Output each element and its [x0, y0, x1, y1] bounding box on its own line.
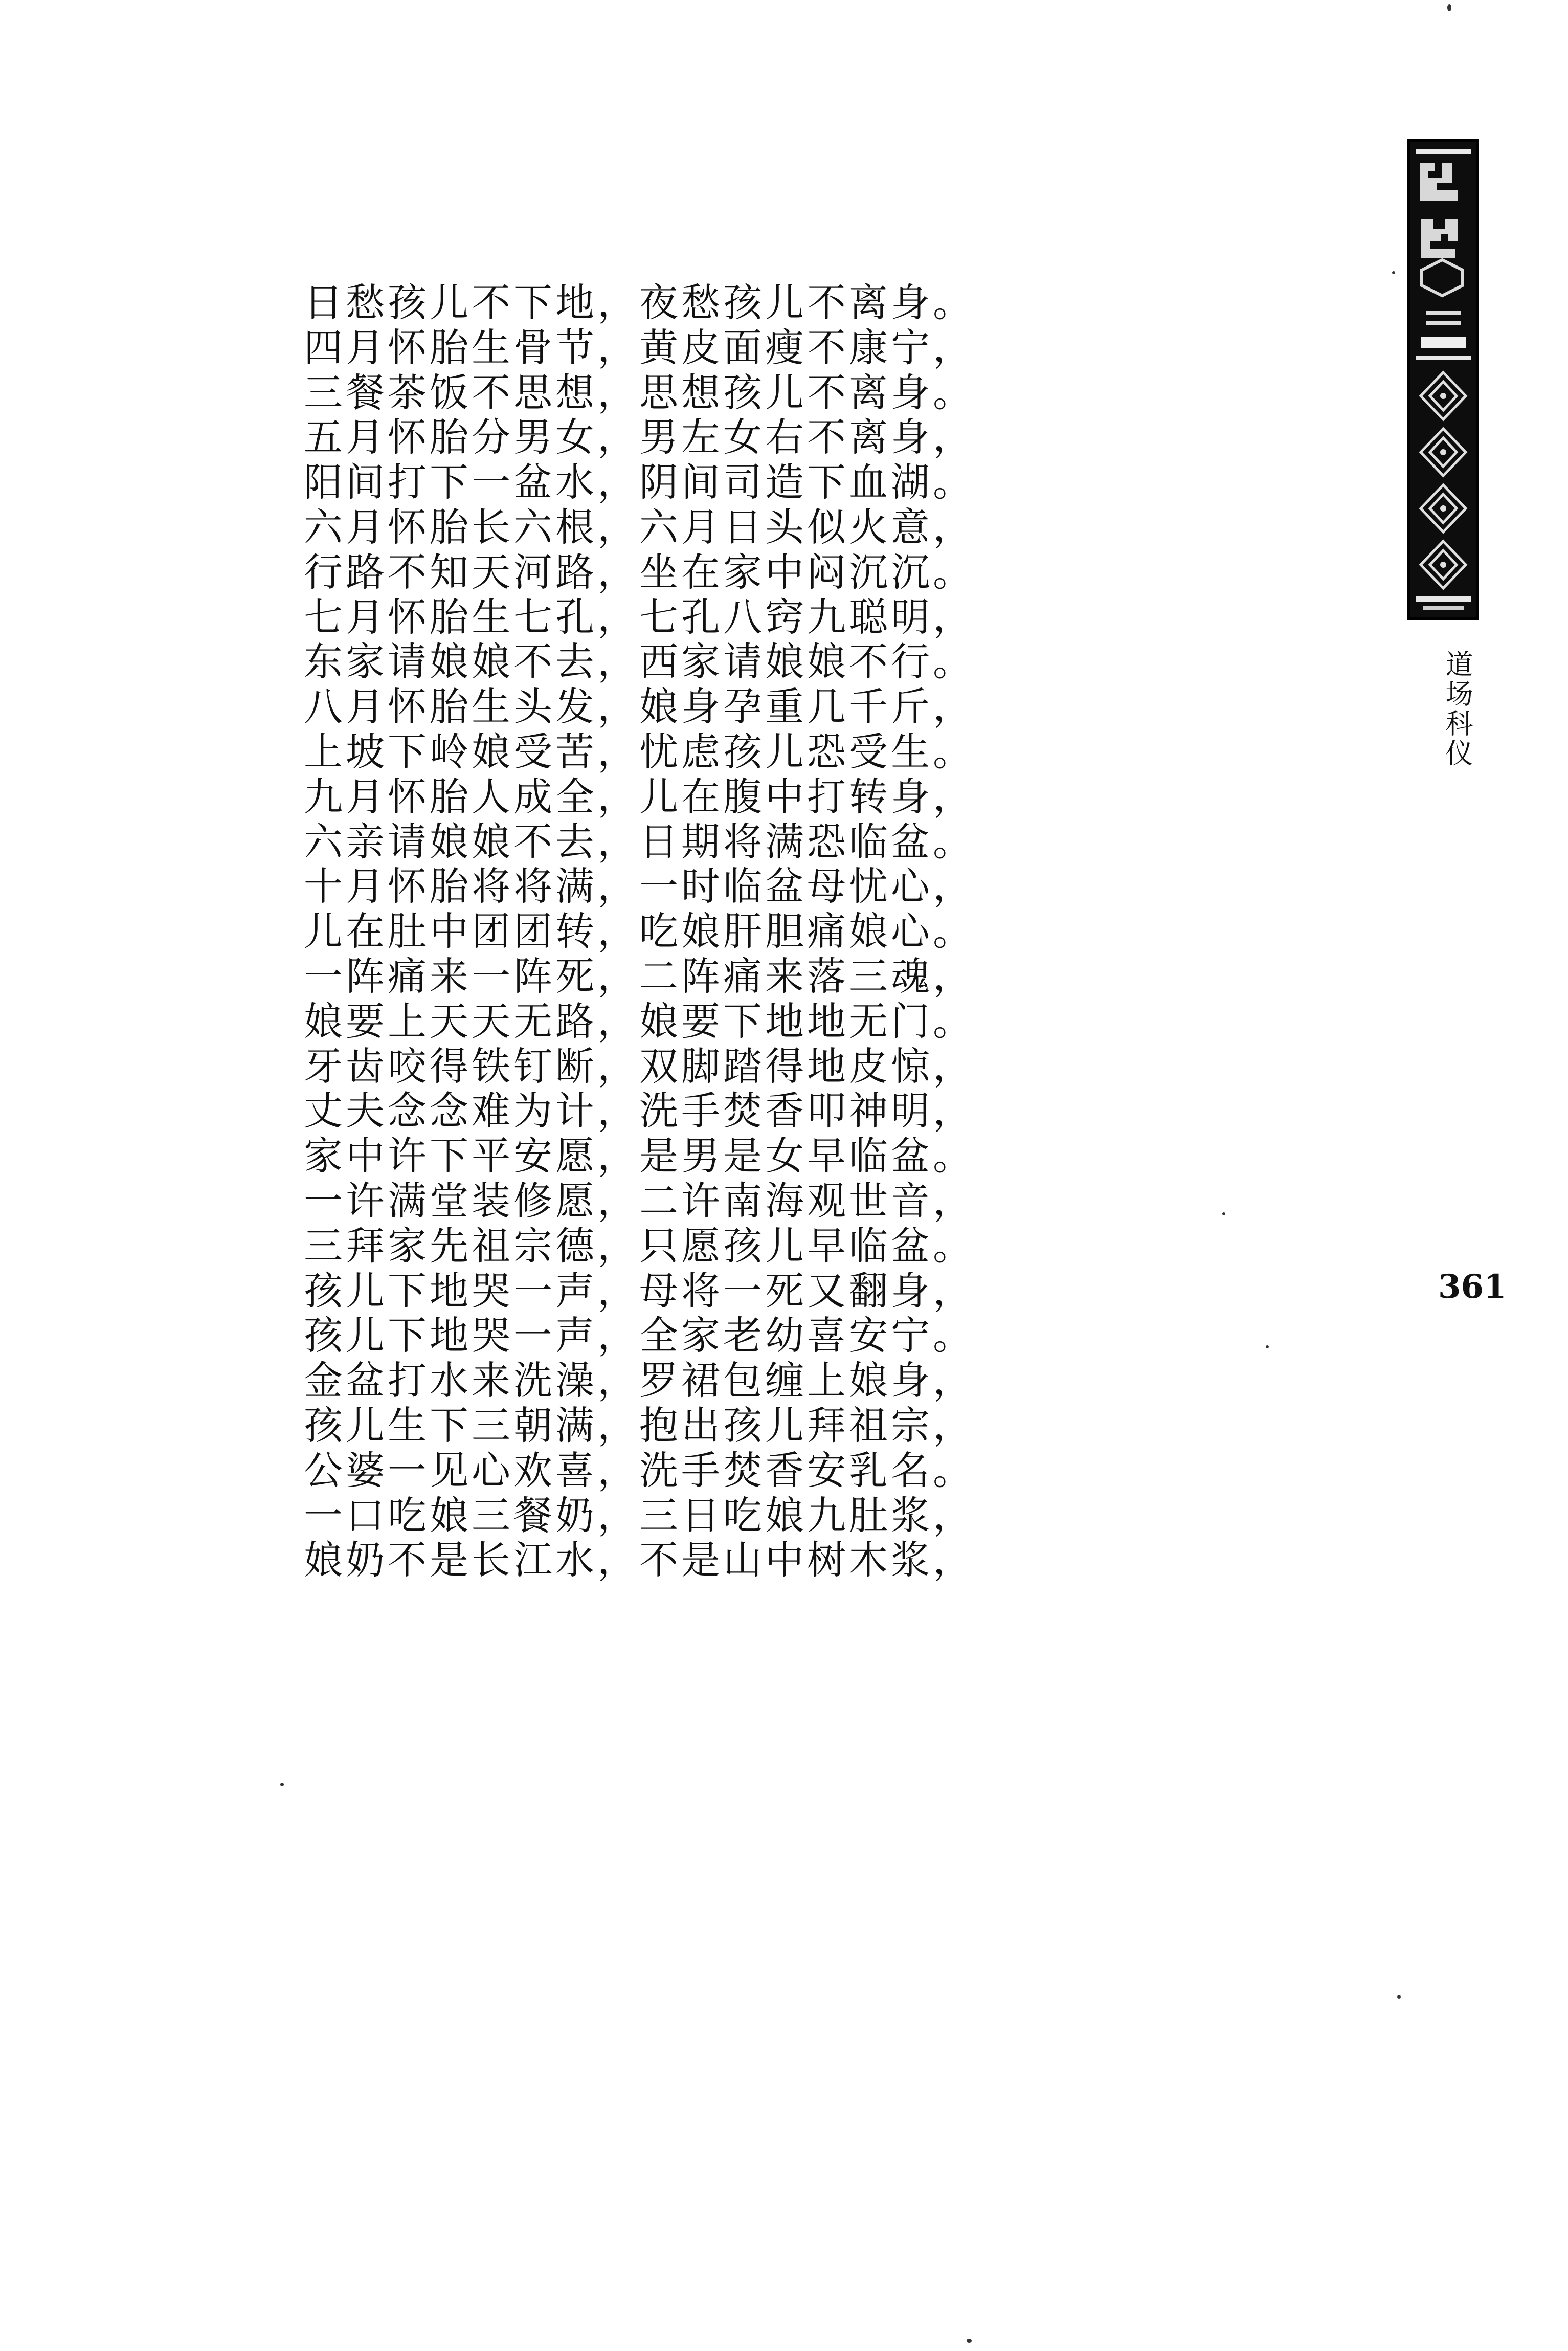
verse-line: 三拜家先祖宗德，只愿孩儿早临盆。	[304, 1223, 975, 1269]
verse-line: 金盆打水来洗澡，罗裙包缠上娘身，	[304, 1358, 975, 1404]
verse-line: 行路不知天河路，坐在家中闷沉沉。	[304, 549, 975, 595]
verse-line: 牙齿咬得铁钉断，双脚踏得地皮惊，	[304, 1043, 975, 1089]
scan-speck	[1447, 4, 1451, 11]
verse-line: 娘奶不是长江水，不是山中树木浆，	[304, 1537, 975, 1583]
section-label: 道场科仪	[1441, 650, 1473, 768]
verse-line: 孩儿下地哭一声，全家老幼喜安宁。	[304, 1313, 975, 1359]
verse-text-block	[304, 280, 1045, 1583]
scan-speck	[1392, 271, 1395, 274]
verse-line: 丈夫念念难为计，洗手焚香叩神明，	[304, 1088, 975, 1134]
scan-speck	[280, 1783, 284, 1786]
decorative-chapter-border-icon	[1407, 139, 1479, 620]
verse-line: 娘要上天天无路，娘要下地地无门。	[304, 998, 975, 1044]
verse-line: 一许满堂装修愿，二许南海观世音，	[304, 1178, 975, 1224]
verse-line: 公婆一见心欢喜，洗手焚香安乳名。	[304, 1447, 975, 1493]
verse-line: 八月怀胎生头发，娘身孕重几千斤，	[304, 684, 975, 730]
verse-line: 儿在肚中团团转，吃娘肝胆痛娘心。	[304, 908, 975, 955]
verse-line: 三餐茶饭不思想，思想孩儿不离身。	[304, 369, 975, 415]
verse-line: 五月怀胎分男女，男左女右不离身，	[304, 414, 975, 460]
page-number: 361	[1438, 1268, 1507, 1306]
verse-line: 一口吃娘三餐奶，三日吃娘九肚浆，	[304, 1492, 975, 1538]
verse-line: 九月怀胎人成全，儿在腹中打转身，	[304, 773, 975, 819]
verse-line: 孩儿生下三朝满，抱出孩儿拜祖宗，	[304, 1402, 975, 1448]
verse-line: 孩儿下地哭一声，母将一死又翻身，	[304, 1268, 975, 1314]
verse-line: 日愁孩儿不下地，夜愁孩儿不离身。	[304, 280, 975, 325]
verse-line: 六亲请娘娘不去，日期将满恐临盆。	[304, 818, 975, 864]
scan-speck	[1266, 1345, 1269, 1348]
verse-line: 十月怀胎将将满，一时临盆母忧心，	[304, 863, 975, 910]
verse-line: 上坡下岭娘受苦，忧虑孩儿恐受生。	[304, 728, 975, 774]
verse-line: 东家请娘娘不去，西家请娘娘不行。	[304, 639, 975, 685]
verse-line: 一阵痛来一阵死，二阵痛来落三魂，	[304, 953, 975, 999]
verse-line: 家中许下平安愿，是男是女早临盆。	[304, 1133, 975, 1179]
verse-line: 四月怀胎生骨节，黄皮面瘦不康宁，	[304, 324, 975, 370]
verse-line: 七月怀胎生七孔，七孔八窍九聪明，	[304, 594, 975, 640]
scan-speck	[1397, 1995, 1401, 1999]
scan-speck	[967, 2339, 972, 2343]
verse-line: 阳间打下一盆水，阴间司造下血湖。	[304, 459, 975, 505]
verse-line: 六月怀胎长六根，六月日头似火意，	[304, 504, 975, 550]
scan-speck	[1222, 1212, 1225, 1215]
